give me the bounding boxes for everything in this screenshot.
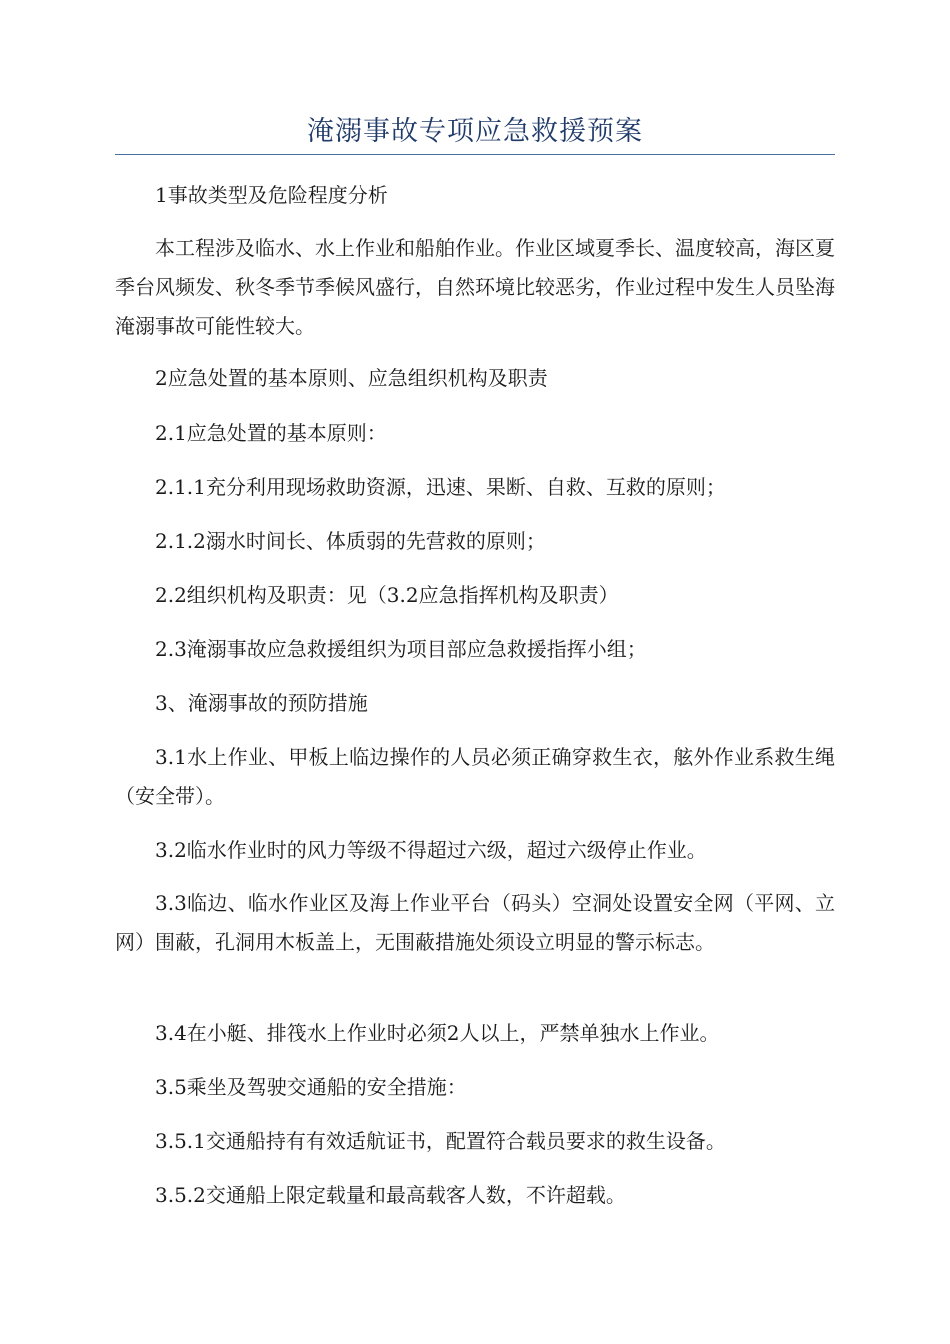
section-heading-2: 2应急处置的基本原则、应急组织机构及职责 (155, 366, 548, 390)
list-item: 2.1.2溺水时间长、体质弱的先营救的原则； (155, 529, 546, 553)
subsection-heading: 2.3淹溺事故应急救援组织为项目部应急救援指挥小组； (155, 637, 647, 661)
body-paragraph: 本工程涉及临水、水上作业和船舶作业。作业区域夏季长、温度较高，海区夏季台风频发、秋冬季节季候风盛行，自然环境比较恶劣，作业过程中发生人员坠海淹溺事故可能性较大。 (115, 236, 835, 338)
subsection-heading: 2.1应急处置的基本原则： (155, 421, 387, 445)
subsection-heading: 3.5乘坐及驾驶交通船的安全措施： (155, 1075, 467, 1099)
body-paragraph: 3.2临水作业时的风力等级不得超过六级，超过六级停止作业。 (155, 838, 707, 862)
body-paragraph: 3.4在小艇、排筏水上作业时必须2人以上，严禁单独水上作业。 (155, 1021, 720, 1045)
title-underline (115, 154, 835, 155)
list-item: 2.1.1充分利用现场救助资源，迅速、果断、自救、互救的原则； (155, 475, 726, 499)
section-heading-1: 1事故类型及危险程度分析 (155, 183, 388, 207)
list-item: 3.5.2交通船上限定载量和最高载客人数，不许超载。 (155, 1183, 626, 1207)
list-item: 3.5.1交通船持有有效适航证书，配置符合载员要求的救生设备。 (155, 1129, 726, 1153)
section-heading-3: 3、淹溺事故的预防措施 (155, 691, 368, 715)
body-paragraph: 3.1水上作业、甲板上临边操作的人员必须正确穿救生衣，舷外作业系救生绳（安全带）。 (115, 745, 835, 808)
document-title: 淹溺事故专项应急救援预案 (307, 116, 643, 147)
subsection-heading: 2.2组织机构及职责：见（3.2应急指挥机构及职责） (155, 583, 619, 607)
body-paragraph: 3.3临边、临水作业区及海上作业平台（码头）空洞处设置安全网（平网、立网）围蔽，孔洞用木板盖上，无围蔽措施处须设立明显的警示标志。 (115, 891, 835, 954)
